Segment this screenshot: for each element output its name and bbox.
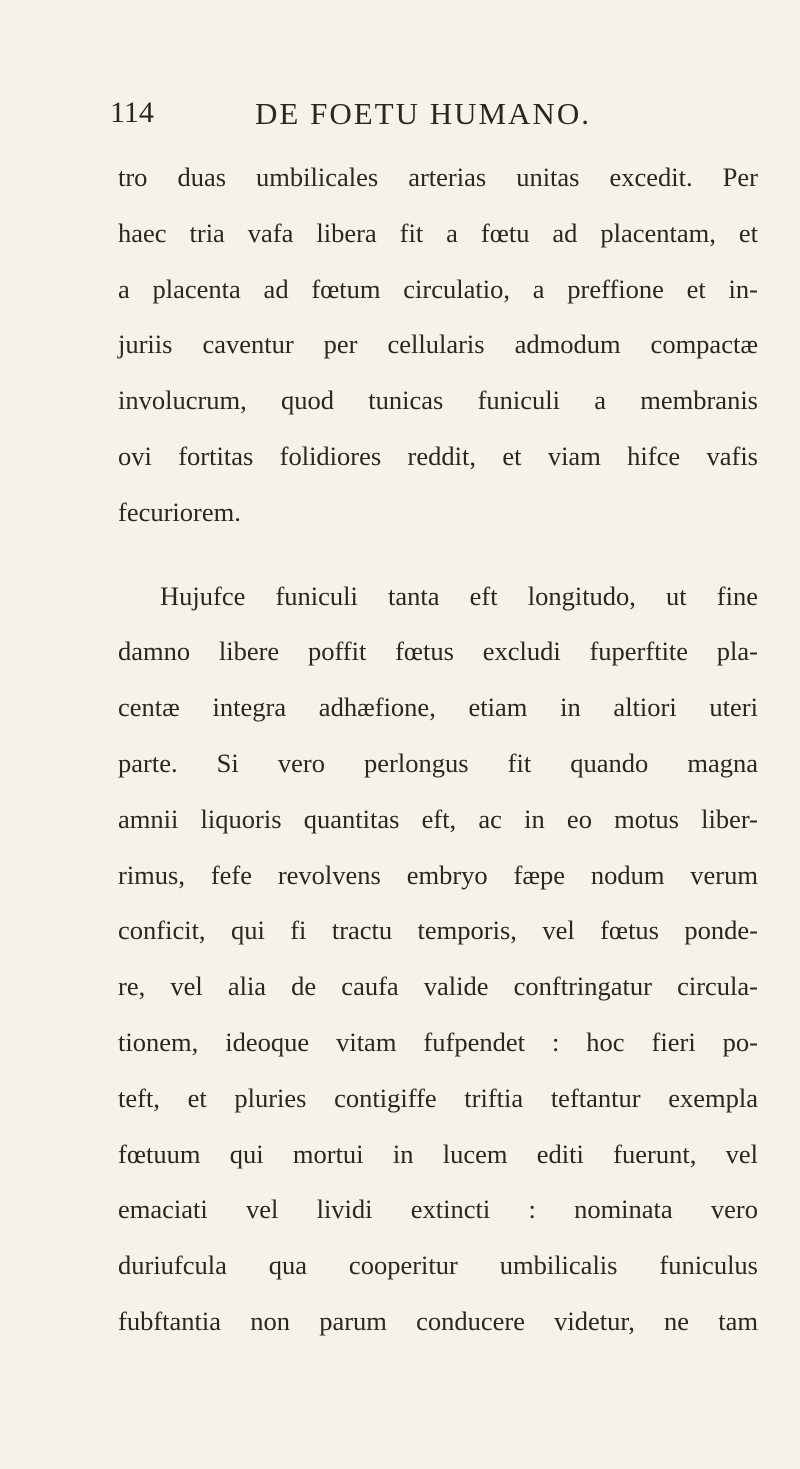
text-line: Hujufce funiculi tanta eft longitudo, ut fine <box>160 580 758 611</box>
text-line: ovi fortitas folidiores reddit, et viam hifce vafis <box>118 440 758 471</box>
running-head <box>110 96 750 136</box>
text-line: fecuriorem. <box>118 496 241 527</box>
text-line: tionem, ideoque vitam fufpendet : hoc fieri po- <box>118 1026 758 1057</box>
text-line: damno libere poffit fœtus excludi fuperftite pla- <box>118 636 758 667</box>
paragraph-1 <box>118 150 758 541</box>
paragraph-2 <box>118 569 758 1350</box>
text-line: fœtuum qui mortui in lucem editi fuerunt, vel <box>118 1138 758 1169</box>
text-line: juriis caventur per cellularis admodum compactæ <box>118 329 758 360</box>
text-line: parte. Si vero perlongus fit quando magna <box>118 747 758 778</box>
text-line: tro duas umbilicales arterias unitas excedit. Per <box>118 162 758 192</box>
text-line: a placenta ad fœtum circulatio, a preffione et in- <box>118 273 758 304</box>
text-line: rimus, fefe revolvens embryo fæpe nodum verum <box>118 859 758 890</box>
text-line: re, vel alia de caufa valide conftringatur circula- <box>118 971 758 1002</box>
text-line: haec tria vafa libera fit a fœtu ad placentam, et <box>118 217 758 248</box>
text-line: conficit, qui fi tractu temporis, vel fœtus ponde- <box>118 915 758 946</box>
running-title: DE FOETU HUMANO. <box>255 96 591 131</box>
body-text <box>118 150 758 1350</box>
text-line: centæ integra adhæfione, etiam in altiori uteri <box>118 692 758 723</box>
text-line: teft, et pluries contigiffe triftia teftantur exempla <box>118 1082 758 1113</box>
text-line: duriufcula qua cooperitur umbilicalis funiculus <box>118 1250 758 1281</box>
text-line: emaciati vel lividi extincti : nominata vero <box>118 1194 758 1225</box>
text-line: involucrum, quod tunicas funiculi a membranis <box>118 385 758 416</box>
page-number: 114 <box>110 96 154 129</box>
paragraph-gap <box>118 541 758 569</box>
text-line: amnii liquoris quantitas eft, ac in eo motus liber- <box>118 803 758 834</box>
text-line: fubftantia non parum conducere videtur, ne tam <box>118 1305 758 1336</box>
